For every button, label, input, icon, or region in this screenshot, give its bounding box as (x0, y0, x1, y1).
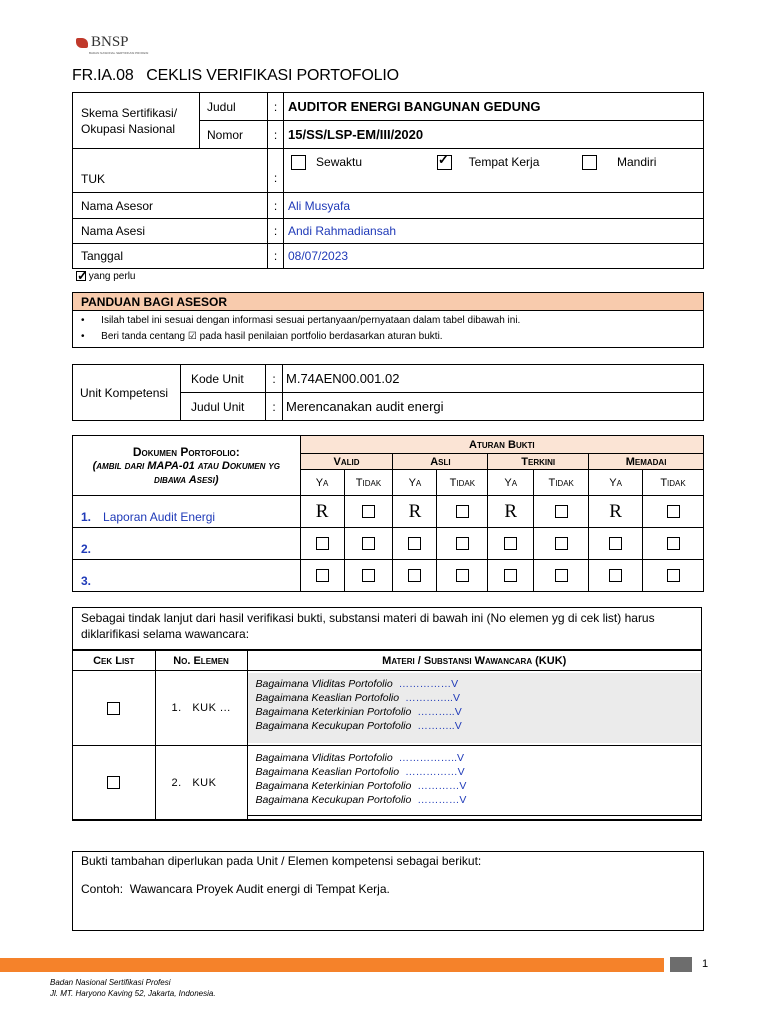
tidak-cell[interactable] (643, 528, 704, 560)
checkbox[interactable] (456, 537, 469, 550)
elemen-cell: 2. KUK (155, 746, 247, 820)
portfolio-table (72, 435, 704, 592)
materi-dots: …………….. (398, 752, 458, 764)
judul-unit-value: Merencanakan audit energi (283, 393, 704, 421)
tanggal-value: 08/07/2023 (284, 244, 704, 269)
materi-verdict: V (451, 678, 459, 690)
ya-label: Ya (589, 470, 643, 496)
materi-line (256, 705, 694, 719)
ya-cell[interactable] (393, 528, 437, 560)
materi-question: Bagaimana Keaslian Portofolio (255, 766, 400, 778)
ya-cell[interactable] (393, 496, 437, 528)
check-mark: R (504, 500, 518, 522)
page-title: FR.IA.08 CEKLIS VERIFIKASI PORTOFOLIO (72, 67, 399, 84)
panduan-item: • Beri tanda centang ☑ pada hasil penilaian portfolio berdasarkan aturan bukti. (81, 331, 443, 342)
checkbox[interactable] (408, 537, 421, 550)
checkbox-checked-icon (76, 271, 86, 281)
checkbox[interactable] (291, 155, 306, 170)
check-mark: R (408, 500, 422, 522)
materi-verdict: V (457, 766, 465, 778)
materi-verdict: V (452, 692, 460, 704)
page-number: 1 (702, 958, 709, 970)
skema-label: Skema Sertifikasi/ Okupasi Nasional (73, 93, 200, 149)
checkbox[interactable] (667, 569, 680, 582)
portfolio-header-line2: (ambil dari MAPA-01 atau Dokumen yg dibawa Asesi) (92, 459, 280, 486)
footer-org: Badan Nasional Sertifikasi Profesi (50, 978, 171, 987)
colon: : (268, 93, 284, 121)
portfolio-doc-number: 3. (81, 573, 92, 588)
checkbox[interactable] (504, 569, 517, 582)
judul-unit-label: Judul Unit (181, 393, 266, 421)
cek-cell (73, 746, 155, 820)
materi-verdict: V (454, 706, 462, 718)
checkbox[interactable] (504, 537, 517, 550)
portfolio-row (73, 528, 704, 560)
tuk-label: TUK (73, 149, 268, 193)
materi-dots: ……….. (417, 706, 455, 718)
materi-cell (247, 671, 701, 746)
checkbox[interactable] (362, 569, 375, 582)
ya-cell[interactable] (300, 496, 344, 528)
panduan-item: • Isilah tabel ini sesuai dengan informasi sesuai pertanyaan/pernyataan dalam tabel dibawah ini. (81, 315, 521, 326)
tidak-label: Tidak (643, 470, 704, 496)
tidak-cell[interactable] (534, 560, 589, 592)
logo-mark-icon (76, 38, 88, 48)
checkbox[interactable] (408, 569, 421, 582)
tidak-label: Tidak (344, 470, 393, 496)
ya-cell[interactable] (300, 528, 344, 560)
tidak-cell[interactable] (437, 496, 488, 528)
group-terkini: Terkini (488, 454, 589, 470)
nomor-label: Nomor (200, 121, 268, 149)
logo-text: BNSP (91, 34, 129, 50)
materi-question: Bagaimana Kecukupan Portofolio (255, 720, 412, 732)
checkbox[interactable] (362, 537, 375, 550)
colon: : (268, 121, 284, 149)
ya-cell[interactable] (488, 528, 534, 560)
checkbox[interactable] (107, 702, 120, 715)
checkbox[interactable] (609, 569, 622, 582)
portfolio-doc-label: Laporan Audit Energi (103, 509, 216, 524)
check-mark: R (315, 500, 329, 522)
portfolio-header (73, 436, 301, 496)
cek-cell (73, 671, 155, 746)
tidak-cell[interactable] (437, 528, 488, 560)
kode-label: Kode Unit (181, 365, 266, 393)
aturan-bukti-header: Aturan Bukti (300, 436, 703, 454)
checkbox[interactable] (316, 537, 329, 550)
materi-verdict: V (454, 720, 462, 732)
materi-dots: ………….. (405, 692, 453, 704)
checkbox[interactable] (582, 155, 597, 170)
nomor-value: 15/SS/LSP-EM/III/2020 (284, 121, 704, 149)
verifikasi-table (73, 650, 701, 820)
materi-line (256, 751, 694, 765)
tidak-cell[interactable] (534, 496, 589, 528)
ya-cell[interactable] (589, 560, 643, 592)
materi-dots: ……….. (417, 720, 455, 732)
colon: : (266, 393, 283, 421)
judul-value: AUDITOR ENERGI BANGUNAN GEDUNG (284, 93, 704, 121)
tidak-cell[interactable] (344, 560, 393, 592)
ya-label: Ya (488, 470, 534, 496)
materi-dots: ………… (417, 794, 460, 806)
materi-question: Bagaimana Vliditas Portofolio (255, 678, 393, 690)
portfolio-doc-number: 1. (81, 509, 92, 524)
materi-verdict: V (459, 794, 467, 806)
logo-subtext: BADAN NASIONAL SERTIFIKASI PROFESI (89, 51, 149, 55)
tidak-label: Tidak (534, 470, 589, 496)
colon: : (268, 193, 284, 219)
tidak-cell[interactable] (437, 560, 488, 592)
unit-label: Unit Kompetensi (73, 365, 181, 421)
bukti-line1: Bukti tambahan diperlukan pada Unit / Elemen kompetensi sebagai berikut: (81, 854, 482, 868)
ya-cell[interactable] (589, 496, 643, 528)
note: ✓ yang perlu (76, 271, 135, 282)
group-memadai: Memadai (589, 454, 704, 470)
checkbox-checked[interactable] (437, 155, 452, 170)
portfolio-row (73, 560, 704, 592)
checkbox[interactable] (667, 505, 680, 518)
tidak-cell[interactable] (534, 528, 589, 560)
ya-cell[interactable] (589, 528, 643, 560)
materi-cell (247, 746, 701, 820)
materi-dots: …………… (405, 766, 458, 778)
materi-line (256, 793, 694, 807)
checkbox[interactable] (107, 776, 120, 789)
kode-value: M.74AEN00.001.02 (283, 365, 704, 393)
tidak-cell[interactable] (643, 560, 704, 592)
checkbox[interactable] (555, 505, 568, 518)
portfolio-doc (73, 528, 301, 560)
portfolio-doc (73, 496, 301, 528)
materi-verdict: V (459, 780, 467, 792)
tanggal-label: Tanggal (73, 244, 268, 269)
materi-dots: ………… (417, 780, 460, 792)
checkbox[interactable] (456, 569, 469, 582)
checkbox[interactable] (555, 569, 568, 582)
asesor-value: Ali Musyafa (284, 193, 704, 219)
colon: : (266, 365, 283, 393)
col-no: No. Elemen (155, 651, 247, 671)
checkbox[interactable] (609, 537, 622, 550)
tidak-label: Tidak (437, 470, 488, 496)
materi-line (256, 677, 694, 691)
materi-question: Bagaimana Vliditas Portofolio (255, 752, 393, 764)
checkbox[interactable] (456, 505, 469, 518)
footer-bar (0, 958, 664, 972)
tuk-option-tempat-kerja[interactable]: ✓ Tempat Kerja (437, 155, 539, 170)
checkbox[interactable] (667, 537, 680, 550)
ya-cell[interactable] (300, 560, 344, 592)
materi-line (256, 779, 694, 793)
group-valid: Valid (300, 454, 393, 470)
colon: : (268, 244, 284, 269)
checkbox[interactable] (555, 537, 568, 550)
materi-question: Bagaimana Keterkinian Portofolio (255, 706, 412, 718)
materi-line (256, 765, 694, 779)
materi-question: Bagaimana Kecukupan Portofolio (255, 794, 412, 806)
group-asli: Asli (393, 454, 488, 470)
materi-verdict: V (457, 752, 465, 764)
col-materi: Materi / Substansi Wawancara (KUK) (247, 651, 701, 671)
unit-table (72, 364, 704, 421)
verifikasi-row (73, 671, 701, 746)
colon: : (268, 149, 284, 193)
ya-cell[interactable] (488, 496, 534, 528)
verifikasi-box (72, 607, 702, 821)
materi-line (256, 719, 694, 733)
portfolio-row (73, 496, 704, 528)
asesi-value: Andi Rahmadiansah (284, 219, 704, 244)
tuk-option-sewaktu[interactable]: Sewaktu (291, 155, 362, 170)
materi-question: Bagaimana Keaslian Portofolio (255, 692, 400, 704)
elemen-cell: 1. KUK ... (155, 671, 247, 746)
portfolio-doc (73, 560, 301, 592)
info-table (72, 92, 704, 269)
footer-address: Jl. MT. Haryono Kaving 52, Jakarta, Indonesia. (50, 989, 216, 998)
portfolio-header-line1: Dokumen Portofolio: (132, 444, 240, 459)
asesor-label: Nama Asesor (73, 193, 268, 219)
bukti-box (72, 851, 704, 931)
tidak-cell[interactable] (643, 496, 704, 528)
ya-label: Ya (393, 470, 437, 496)
colon: : (268, 219, 284, 244)
panduan-title: PANDUAN BAGI ASESOR (73, 293, 703, 311)
panduan-box (72, 292, 704, 348)
footer-page-box (670, 957, 692, 972)
tidak-cell[interactable] (344, 528, 393, 560)
bukti-line2: Contoh: Wawancara Proyek Audit energi di Tempat Kerja. (81, 882, 390, 896)
asesi-label: Nama Asesi (73, 219, 268, 244)
verifikasi-intro: Sebagai tindak lanjut dari hasil verifikasi bukti, substansi materi di bawah ini (No elemen yg di cek list) harus diklarifikasi selama wawancara: (73, 608, 701, 650)
materi-question: Bagaimana Keterkinian Portofolio (255, 780, 412, 792)
ya-cell[interactable] (488, 560, 534, 592)
portfolio-doc-number: 2. (81, 541, 92, 556)
materi-dots: …………… (398, 678, 452, 690)
check-mark: R (609, 500, 622, 522)
judul-label: Judul (200, 93, 268, 121)
ya-label: Ya (300, 470, 344, 496)
tuk-options (284, 149, 704, 193)
tuk-option-mandiri[interactable]: Mandiri (582, 155, 656, 170)
materi-line (256, 691, 694, 705)
verifikasi-row (73, 746, 701, 820)
checkbox[interactable] (316, 569, 329, 582)
checkbox[interactable] (362, 505, 375, 518)
ya-cell[interactable] (393, 560, 437, 592)
bnsp-logo (76, 34, 149, 56)
col-cek: Cek List (73, 651, 155, 671)
tidak-cell[interactable] (344, 496, 393, 528)
